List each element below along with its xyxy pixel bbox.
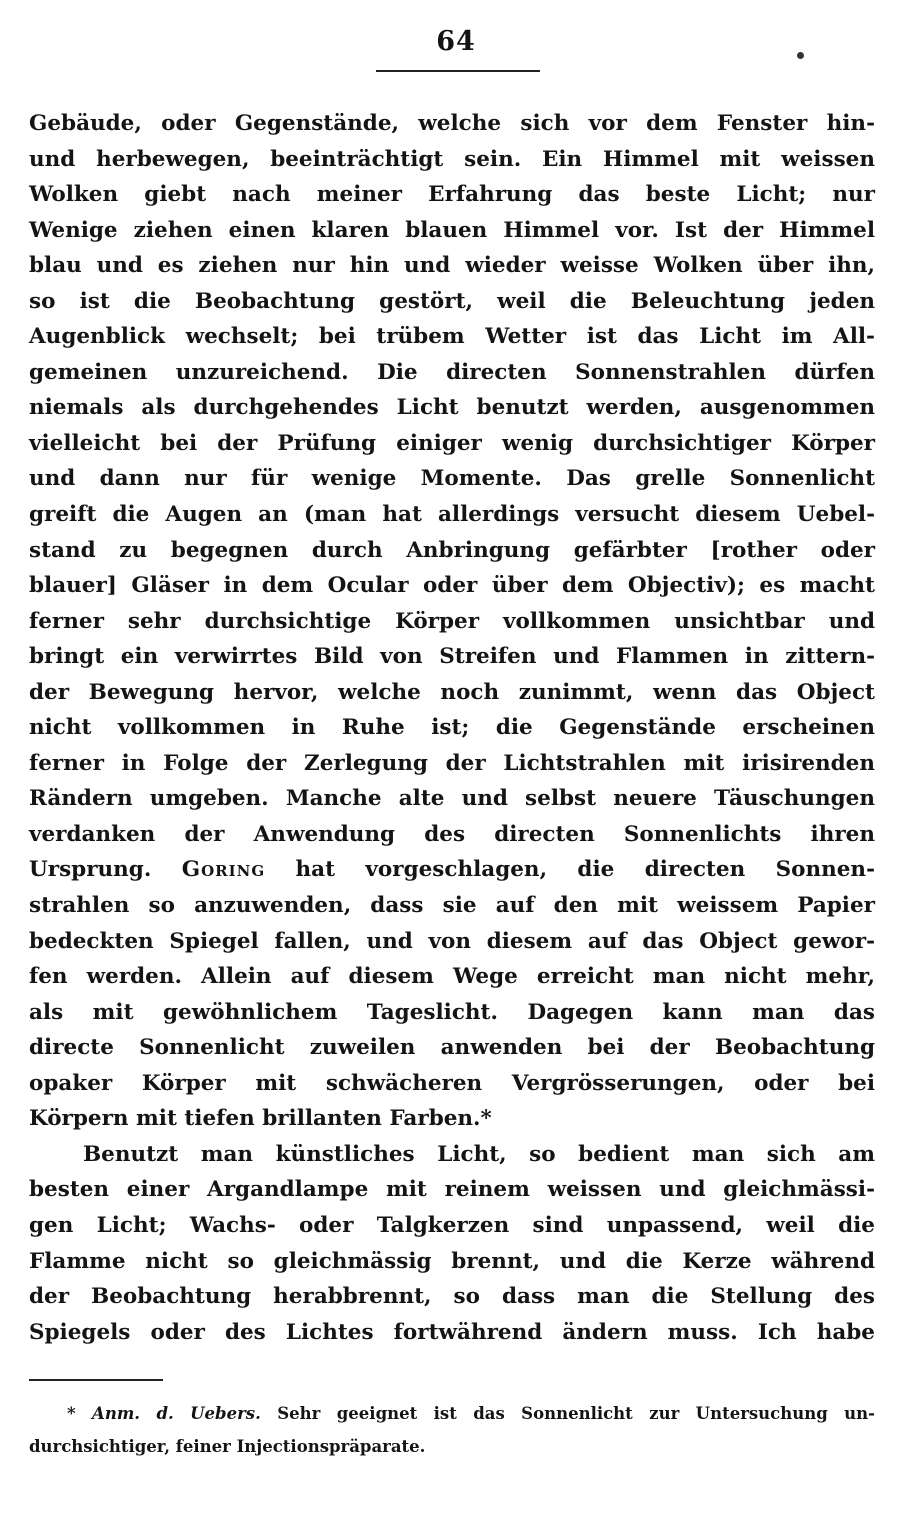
footnote-text: Sehr geeignet ist das Sonnenlicht zur Untersuchung un- (277, 1404, 876, 1423)
text-line: Augenblick wechselt; bei trübem Wetter ist das Licht im All- (29, 324, 875, 350)
text-line: ferner in Folge der Zerlegung der Lichtstrahlen mit irisirenden (29, 750, 875, 776)
footnote-line: durchsichtiger, feiner Injectionspräparate. (29, 1437, 426, 1456)
text-line: stand zu begegnen durch Anbringung gefärbter [rother oder (29, 537, 875, 563)
text-line: ferner sehr durchsichtige Körper vollkommen unsichtbar und (29, 608, 875, 634)
page-number: 64 (436, 26, 476, 57)
text-line: und herbewegen, beeinträchtigt sein. Ein Himmel mit weissen (29, 146, 875, 172)
text-line-paragraph-start: Benutzt man künstliches Licht, so bedient man sich am (83, 1141, 875, 1167)
text-line: der Bewegung hervor, welche noch zunimmt, wenn das Object (29, 679, 875, 705)
text-line: besten einer Argandlampe mit reinem weissen und gleichmässi- (29, 1177, 875, 1203)
text-line: als mit gewöhnlichem Tageslicht. Dagegen kann man das (29, 999, 875, 1025)
text-line: vielleicht bei der Prüfung einiger wenig durchsichtiger Körper (29, 430, 875, 456)
footnote-label: * Anm. d. Uebers. (67, 1404, 261, 1423)
text-line: verdanken der Anwendung des directen Sonnenlichts ihren (29, 821, 875, 847)
text-line: Flamme nicht so gleichmässig brennt, und die Kerze während (29, 1248, 875, 1274)
text-line: directe Sonnenlicht zuweilen anwenden bei der Beobachtung (29, 1035, 875, 1061)
body-text (29, 106, 875, 1350)
text-line: nicht vollkommen in Ruhe ist; die Gegenstände erscheinen (29, 715, 875, 741)
header-rule (376, 70, 540, 72)
text-line: gemeinen unzureichend. Die directen Sonnenstrahlen dürfen (29, 359, 875, 385)
text-line: bedeckten Spiegel fallen, und von diesem auf das Object gewor- (29, 928, 875, 954)
text-line: und dann nur für wenige Momente. Das grelle Sonnenlicht (29, 466, 875, 492)
author-name: Goring (181, 857, 266, 883)
text-line: blau und es ziehen nur hin und wieder weisse Wolken über ihn, (29, 253, 875, 279)
text-line: blauer] Gläser in dem Ocular oder über dem Objectiv); es macht (29, 573, 875, 599)
text-line: bringt ein verwirrtes Bild von Streifen und Flammen in zittern- (29, 644, 875, 670)
text-line: der Beobachtung herabbrennt, so dass man die Stellung des (29, 1284, 875, 1310)
text-line: Rändern umgeben. Manche alte und selbst neuere Täuschungen (29, 786, 875, 812)
text-line: Wolken giebt nach meiner Erfahrung das beste Licht; nur (29, 182, 875, 208)
text-line-goring (29, 852, 875, 888)
text-line: Gebäude, oder Gegenstände, welche sich vor dem Fenster hin- (29, 111, 875, 136)
text-fragment: hat vorgeschlagen, die directen Sonnen- (265, 857, 875, 883)
text-line: niemals als durchgehendes Licht benutzt werden, ausgenommen (29, 395, 875, 421)
text-line: gen Licht; Wachs- oder Talgkerzen sind unpassend, weil die (29, 1212, 875, 1238)
print-speck (797, 52, 804, 59)
footnote (29, 1397, 875, 1463)
text-fragment: Ursprung. (29, 857, 182, 883)
text-line: fen werden. Allein auf diesem Wege erreicht man nicht mehr, (29, 964, 875, 990)
text-line: so ist die Beobachtung gestört, weil die Beleuchtung jeden (29, 288, 875, 314)
text-line: greift die Augen an (man hat allerdings versucht diesem Uebel- (29, 502, 875, 528)
text-line: Wenige ziehen einen klaren blauen Himmel vor. Ist der Himmel (29, 217, 875, 243)
text-line: Spiegels oder des Lichtes fortwährend ändern muss. Ich habe (29, 1319, 875, 1345)
text-line: opaker Körper mit schwächeren Vergrösserungen, oder bei (29, 1070, 875, 1096)
footnote-line (29, 1397, 875, 1430)
footnote-rule (29, 1379, 163, 1381)
text-line-paragraph-end: Körpern mit tiefen brillanten Farben.* (29, 1106, 492, 1132)
text-line: strahlen so anzuwenden, dass sie auf den mit weissem Papier (29, 893, 875, 919)
